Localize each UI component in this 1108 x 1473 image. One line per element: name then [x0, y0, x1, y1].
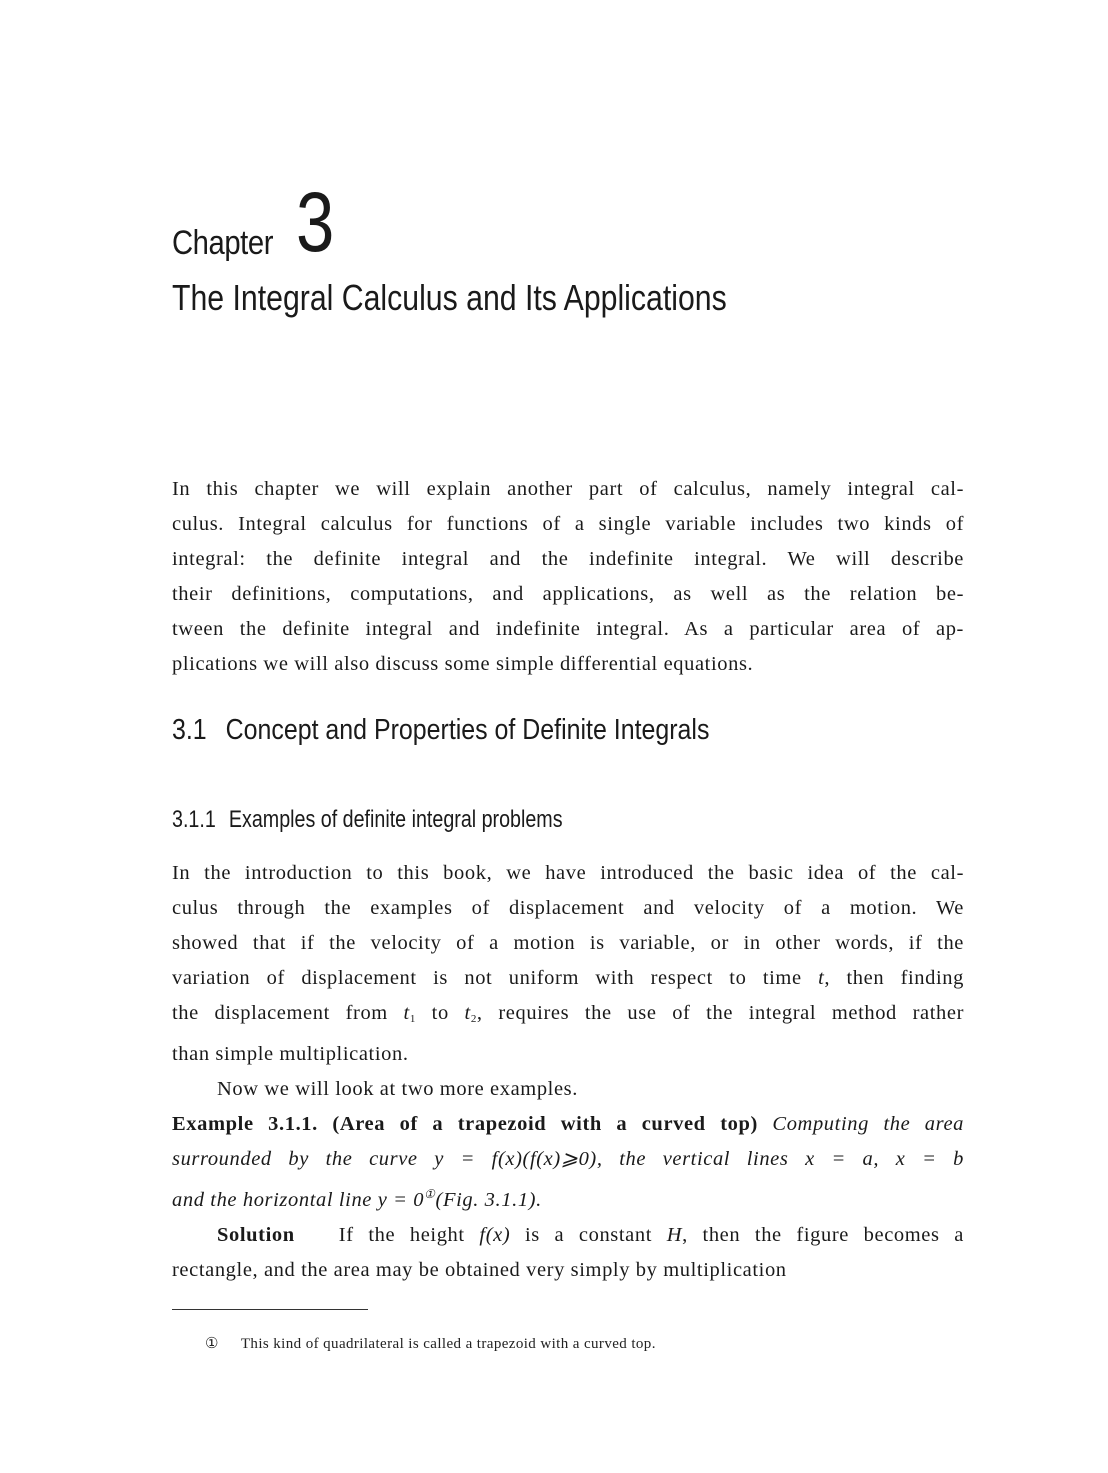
- intro-line: plications we will also discuss some simple differential equations.: [172, 653, 754, 675]
- subsection-heading: [172, 806, 563, 834]
- intro-line: integral: the definite integral and the indefinite integral. We will describe: [172, 548, 964, 570]
- body-text: [172, 856, 964, 1288]
- body-line: than simple multiplication.: [172, 1043, 409, 1065]
- intro-line: their definitions, computations, and applications, as well as the relation be-: [172, 583, 964, 605]
- variable-t1: t: [403, 1002, 410, 1024]
- body-line: the displacement from $t_1$ to $t_2$, requires the use of the integral method rather: [172, 1002, 965, 1025]
- footnote-text: This kind of quadrilateral is called a trapezoid with a curved top.: [240, 1336, 656, 1352]
- intro-line: culus. Integral calculus for functions of a single variable includes two kinds of: [172, 513, 964, 535]
- body-line: In the introduction to this book, we have introduced the basic idea of the cal-: [172, 862, 964, 884]
- section-heading: [172, 714, 709, 747]
- chapter-label: Chapter: [172, 224, 274, 262]
- footnote-ref[interactable]: ①: [424, 1187, 436, 1201]
- example-line: and the horizontal line y = 0①(Fig. 3.1.1).: [172, 1187, 542, 1211]
- example-line: surrounded by the curve y = f(x)(f(x)⩾0), the vertical lines x = a, x = b: [172, 1148, 964, 1170]
- solution-label: Solution: [217, 1224, 295, 1246]
- intro-line: tween the definite integral and indefinite integral. As a particular area of ap-: [172, 618, 964, 640]
- example-heading: (Area of a trapezoid with a curved top): [332, 1113, 758, 1135]
- section-number: 3.1: [172, 714, 207, 746]
- example-line: Example 3.1.1. (Area of a trapezoid with a curved top) Computing the area: [172, 1113, 965, 1135]
- solution-line: rectangle, and the area may be obtained very simply by multiplication: [172, 1259, 787, 1281]
- section-title: Concept and Properties of Definite Integrals: [225, 714, 710, 746]
- variable-t2: t: [464, 1002, 471, 1024]
- body-line: variation of displacement is not uniform with respect to time t, then finding: [172, 967, 964, 989]
- body-line: showed that if the velocity of a motion is variable, or in other words, if the: [172, 932, 964, 954]
- footnote-mark: ①: [205, 1336, 219, 1352]
- intro-line: In this chapter we will explain another part of calculus, namely integral cal-: [172, 478, 964, 500]
- footnote-divider: [172, 1309, 368, 1310]
- subsection-title: Examples of definite integral problems: [228, 806, 563, 833]
- intro-paragraph: [172, 472, 964, 682]
- footnote: [205, 1334, 656, 1353]
- example-label: Example 3.1.1.: [172, 1113, 318, 1135]
- solution-line: Solution If the height f(x) is a constant H, then the figure becomes a: [217, 1224, 964, 1246]
- subsection-number: 3.1.1: [172, 806, 216, 833]
- body-line: Now we will look at two more examples.: [217, 1078, 578, 1100]
- body-line: culus through the examples of displacement and velocity of a motion. We: [172, 897, 964, 919]
- variable-t: t: [818, 967, 825, 989]
- chapter-number: 3: [296, 175, 335, 269]
- chapter-title: The Integral Calculus and Its Applications: [172, 277, 727, 318]
